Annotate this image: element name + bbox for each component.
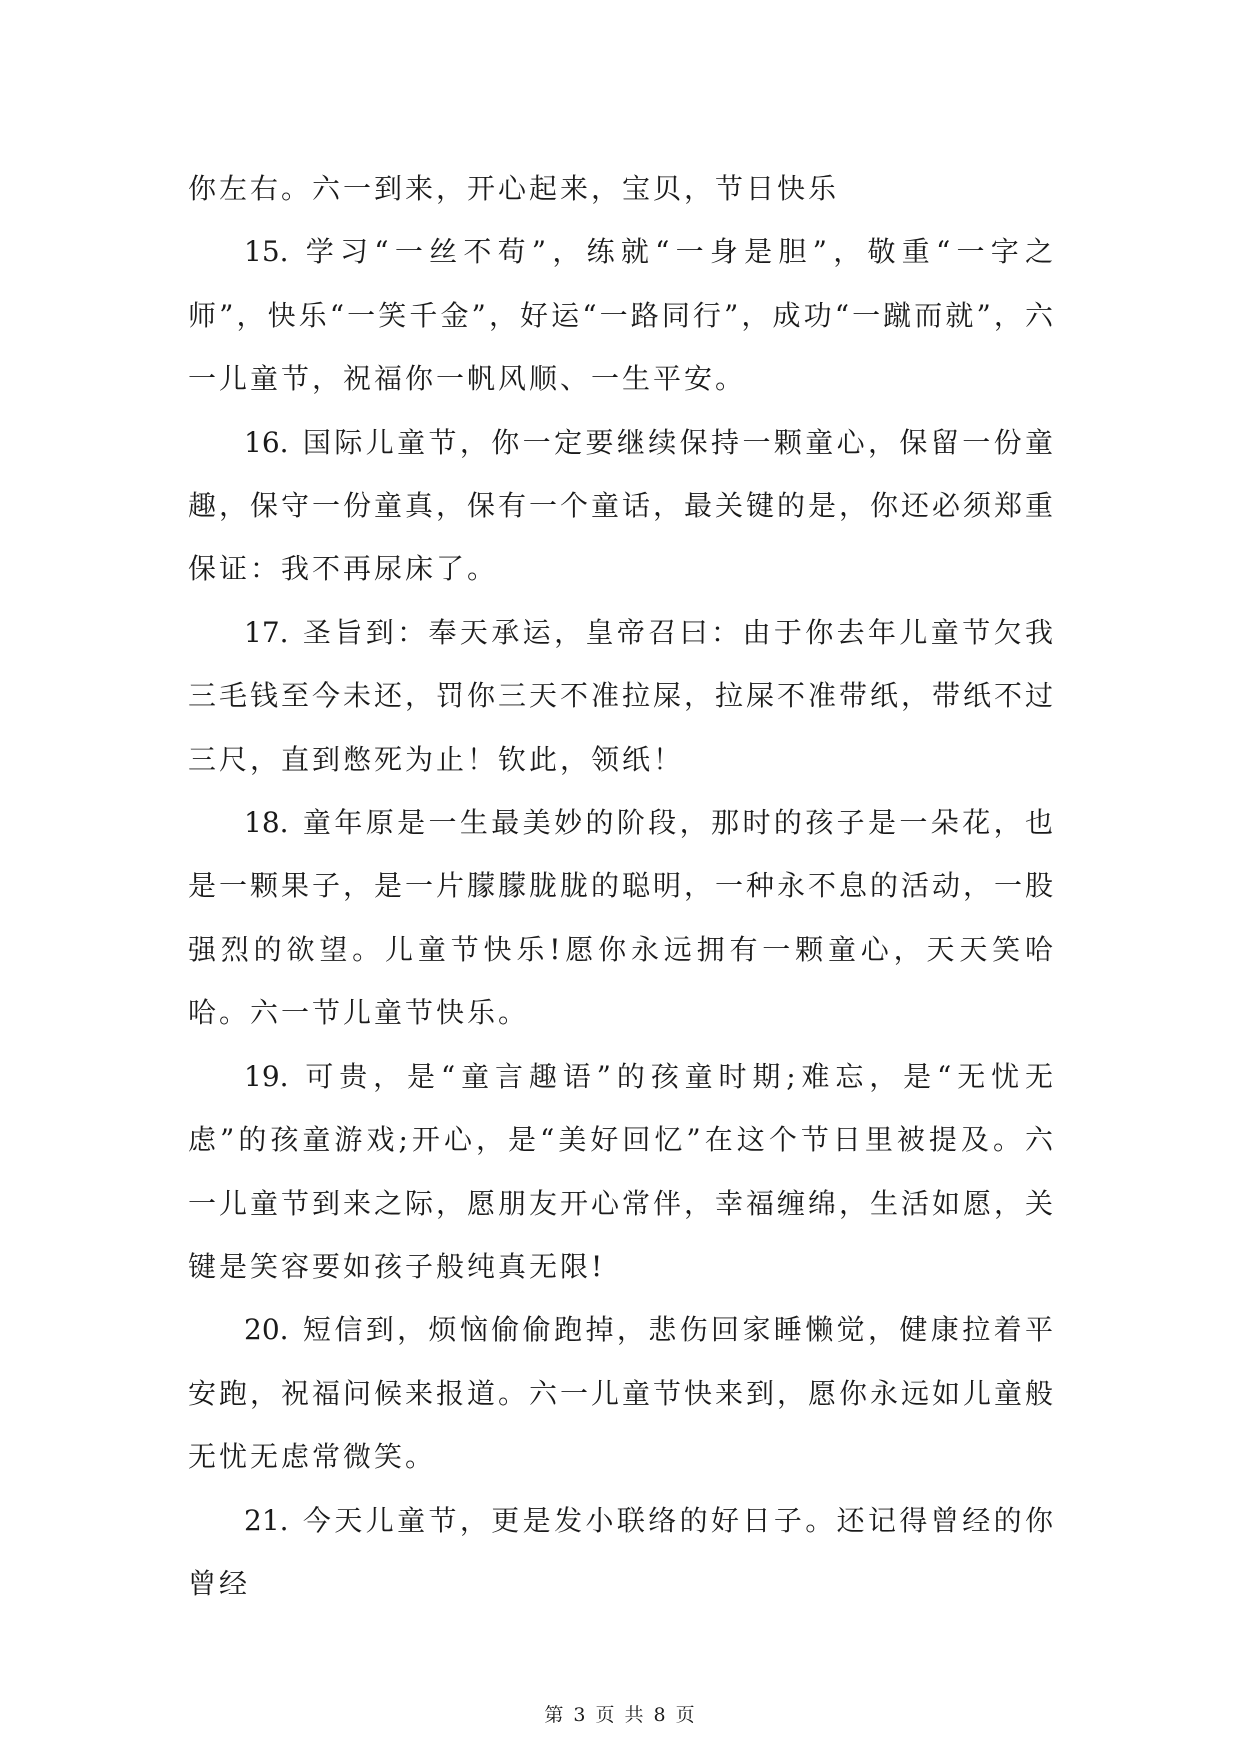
document-body xyxy=(188,157,1056,1615)
item-text: 童年原是一生最美妙的阶段，那时的孩子是一朵花，也是一颗果子，是一片朦朦胧胧的聪明，一种永不息的活动，一股强烈的欲望。儿童节快乐!愿你永远拥有一颗童心，天天笑哈哈。六一节儿童节快乐。 xyxy=(188,806,1057,1030)
page-footer: 第 3 页 共 8 页 xyxy=(544,1704,697,1726)
item-number: 16. xyxy=(244,425,289,459)
continuation-paragraph: 你左右。六一到来，开心起来，宝贝，节日快乐 xyxy=(188,172,840,205)
item-number: 21. xyxy=(244,1503,289,1537)
list-item xyxy=(188,1489,1056,1616)
item-text: 圣旨到：奉天承运，皇帝召曰：由于你去年儿童节欠我三毛钱至今未还，罚你三天不准拉屎，拉屎不准带纸，带纸不过三尺，直到憋死为止！钦此，领纸！ xyxy=(188,615,1057,776)
list-item xyxy=(188,411,1056,601)
item-text: 今天儿童节，更是发小联络的好日子。还记得曾经的你曾经 xyxy=(188,1503,1056,1600)
list-item xyxy=(188,791,1056,1045)
item-text: 学习“一丝不苟”，练就“一身是胆”，敬重“一字之师”，快乐“一笑千金”，好运“一路同行”，成功“一蹴而就”，六一儿童节，祝福你一帆风顺、一生平安。 xyxy=(188,235,1056,396)
item-text: 短信到，烦恼偷偷跑掉，悲伤回家睡懒觉，健康拉着平安跑，祝福问候来报道。六一儿童节快来到，愿你永远如儿童般无忧无虑常微笑。 xyxy=(188,1313,1057,1474)
list-item xyxy=(188,601,1056,791)
item-number: 17. xyxy=(244,615,289,649)
item-text: 国际儿童节，你一定要继续保持一颗童心，保留一份童趣，保守一份童真，保有一个童话，最关键的是，你还必须郑重保证：我不再尿床了。 xyxy=(188,425,1057,586)
list-item xyxy=(188,1045,1056,1299)
item-text: 可贵，是“童言趣语”的孩童时期;难忘，是“无忧无虑”的孩童游戏;开心，是“美好回忆”在这个节日里被提及。六一儿童节到来之际，愿朋友开心常伴，幸福缠绵，生活如愿，关键是笑容要如孩子般纯真无限! xyxy=(188,1059,1057,1283)
item-number: 19. xyxy=(244,1059,289,1093)
list-item xyxy=(188,1298,1056,1488)
list-item xyxy=(188,220,1056,410)
item-number: 18. xyxy=(244,806,289,840)
item-number: 20. xyxy=(244,1313,289,1347)
item-number: 15. xyxy=(244,235,289,269)
